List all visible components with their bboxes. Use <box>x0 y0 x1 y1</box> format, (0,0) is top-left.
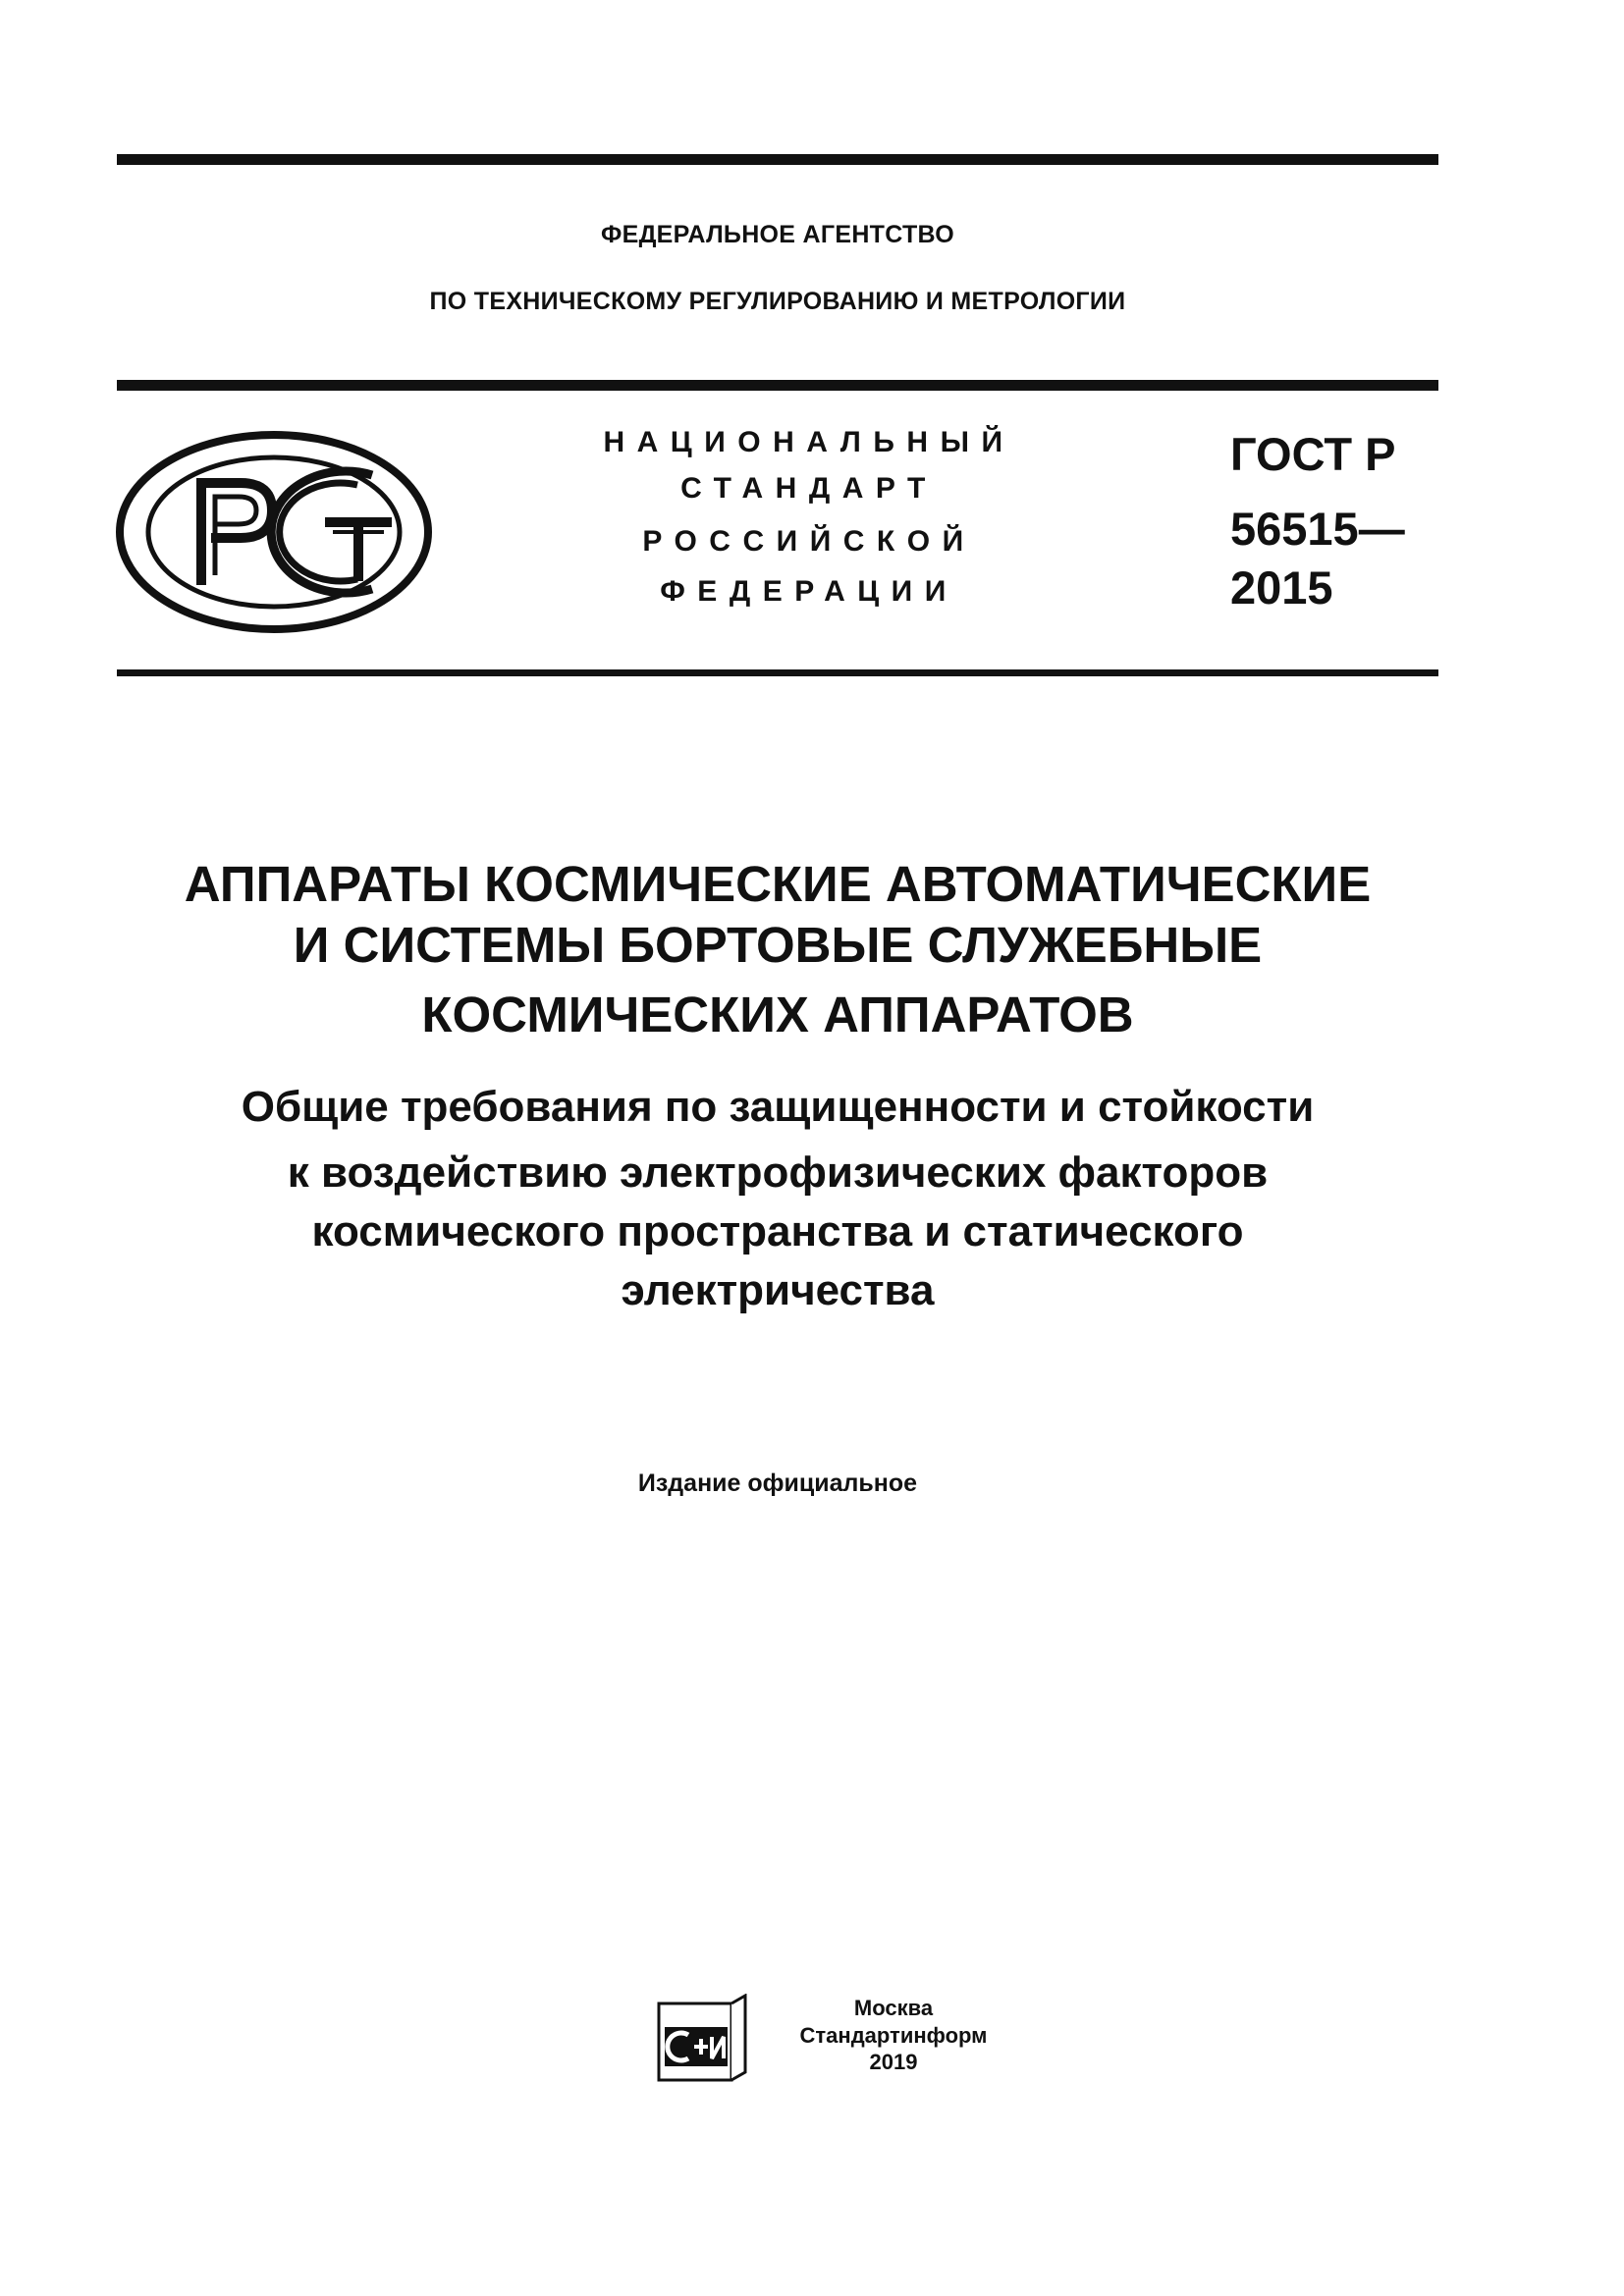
publisher-year: 2019 <box>869 2050 918 2074</box>
category-line: НАЦИОНАЛЬНЫЙ <box>603 426 1015 458</box>
standard-year: 2015 <box>1230 561 1333 614</box>
document-title-line: АППАРАТЫ КОСМИЧЕСКИЕ АВТОМАТИЧЕСКИЕ <box>184 856 1372 912</box>
agency-line-2: ПО ТЕХНИЧЕСКОМУ РЕГУЛИРОВАНИЮ И МЕТРОЛОГИИ <box>429 288 1126 315</box>
document-subtitle-line: космического пространства и статического <box>311 1207 1244 1255</box>
document-title-line: И СИСТЕМЫ БОРТОВЫЕ СЛУЖЕБНЫЕ <box>293 917 1263 973</box>
category-line: РОССИЙСКОЙ <box>642 525 976 558</box>
standard-number: 56515— <box>1230 503 1405 555</box>
category-line: СТАНДАРТ <box>680 472 938 505</box>
publisher-name: Стандартинформ <box>799 2023 988 2048</box>
category-line: ФЕДЕРАЦИИ <box>660 575 958 608</box>
agency-line-1: ФЕДЕРАЛЬНОЕ АГЕНТСТВО <box>600 221 955 248</box>
block-rule <box>117 669 1438 676</box>
standartinform-logo-icon <box>655 1994 749 2088</box>
document-subtitle-line: электричества <box>621 1266 935 1314</box>
document-subtitle-line: к воздействию электрофизических факторов <box>287 1148 1269 1197</box>
top-rule <box>117 154 1438 165</box>
publisher-city: Москва <box>853 1996 934 2020</box>
document-title-line: КОСМИЧЕСКИХ АППАРАТОВ <box>421 987 1134 1042</box>
edition-note: Издание официальное <box>637 1469 918 1497</box>
rst-conformity-mark-icon <box>115 428 433 636</box>
standard-designation: ГОСТ Р <box>1230 428 1396 480</box>
header-rule <box>117 380 1438 391</box>
document-subtitle-line: Общие требования по защищенности и стойкости <box>241 1083 1315 1131</box>
